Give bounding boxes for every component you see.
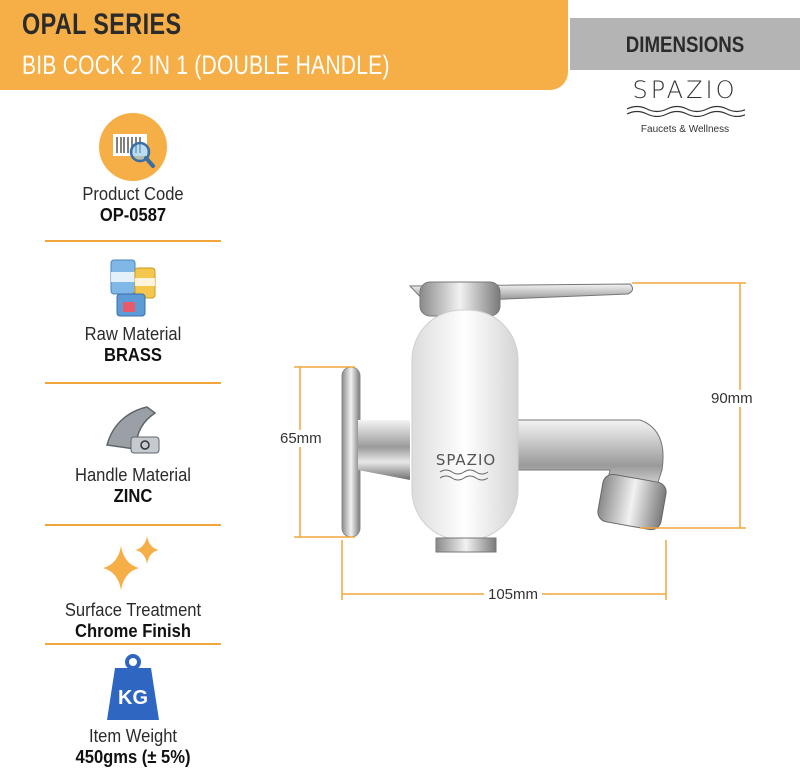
kg-label: KG: [118, 687, 148, 709]
series-title: OPAL SERIES: [22, 8, 182, 41]
spec-value: OP-0587: [99, 205, 167, 225]
spec-label: Handle Material: [75, 465, 191, 485]
dimensions-label: DIMENSIONS: [625, 32, 745, 57]
product-logo: SPAZIO: [435, 451, 497, 469]
spec-label: Product Code: [82, 184, 184, 204]
dim-total-height: 90mm: [711, 390, 753, 407]
spec-label: Surface Treatment: [64, 600, 202, 620]
brand-tagline: Faucets & Wellness: [640, 124, 730, 135]
brand-name: SPAZIO: [632, 76, 738, 104]
dim-flange-height: 65mm: [280, 430, 322, 447]
spec-value: ZINC: [113, 486, 153, 506]
spec-value: BRASS: [104, 345, 162, 365]
spec-label: Item Weight: [88, 726, 178, 746]
spec-label: Raw Material: [84, 324, 182, 344]
dim-length: 105mm: [484, 586, 542, 603]
spec-value: 450gms (± 5%): [75, 747, 191, 767]
product-subtitle: BIB COCK 2 IN 1 (DOUBLE HANDLE): [22, 50, 390, 80]
spec-value: Chrome Finish: [75, 621, 191, 641]
